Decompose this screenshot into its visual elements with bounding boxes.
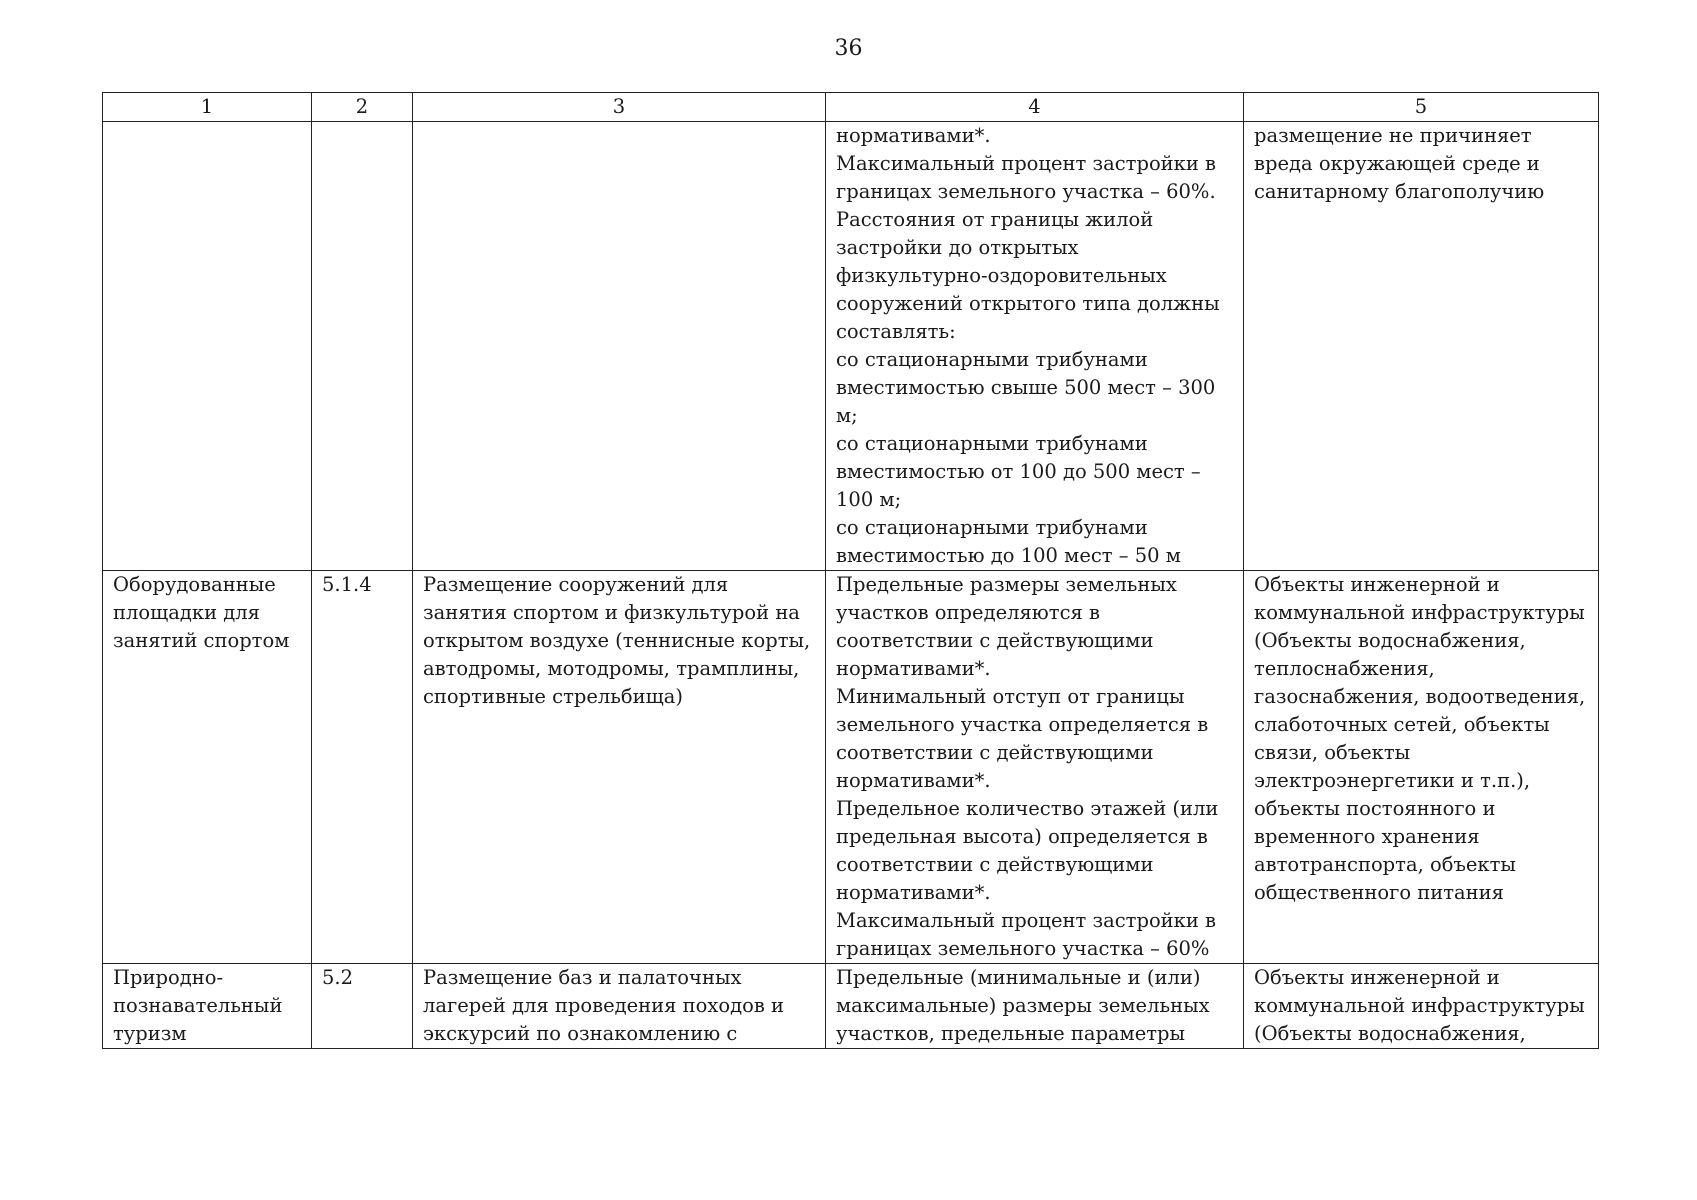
limit-parameters-cell: Предельные (минимальные и (или) максимальные) размеры земельных участков, предельные параметры xyxy=(826,964,1244,1049)
column-header-2: 2 xyxy=(312,93,413,122)
auxiliary-uses-cell: Объекты инженерной и коммунальной инфраструктуры (Объекты водоснабжения, xyxy=(1244,964,1599,1049)
use-name-cell: Природно-познавательный туризм xyxy=(103,964,312,1049)
use-code-cell xyxy=(312,122,413,571)
header-row xyxy=(103,93,1599,122)
column-header-5: 5 xyxy=(1244,93,1599,122)
use-description-cell: Размещение сооружений для занятия спортом и физкультурой на открытом воздухе (теннисные корты, автодромы, мотодромы, трамплины, спортивные стрельбища) xyxy=(413,571,826,964)
limit-parameters-cell: нормативами*. Максимальный процент застройки в границах земельного участка – 60%. Расстояния от границы жилой застройки до открытых физкультурно-оздоровительных сооружений открытого типа должны составлять: со стационарными трибунами вместимостью свыше 500 мест – 300 м; со стационарными трибунами вместимостью от 100 до 500 мест – 100 м; со стационарными трибунами вместимостью до 100 мест – 50 м xyxy=(826,122,1244,571)
table-row xyxy=(103,571,1599,964)
table-row xyxy=(103,122,1599,571)
auxiliary-uses-cell: Объекты инженерной и коммунальной инфраструктуры (Объекты водоснабжения, теплоснабжения, газоснабжения, водоотведения, слаботочных сетей, объекты связи, объекты электроэнергетики и т.п.), объекты постоянного и временного хранения автотранспорта, объекты общественного питания xyxy=(1244,571,1599,964)
use-description-cell xyxy=(413,122,826,571)
column-header-4: 4 xyxy=(826,93,1244,122)
auxiliary-uses-cell: размещение не причиняет вреда окружающей среде и санитарному благополучию xyxy=(1244,122,1599,571)
use-code-cell: 5.1.4 xyxy=(312,571,413,964)
use-description-cell: Размещение баз и палаточных лагерей для проведения походов и экскурсий по ознакомлению с xyxy=(413,964,826,1049)
page-number: 36 xyxy=(834,36,863,61)
limit-parameters-cell: Предельные размеры земельных участков определяются в соответствии с действующими нормативами*. Минимальный отступ от границы земельного участка определяется в соответствии с действующими нормативами*. Предельное количество этажей (или предельная высота) определяется в соответствии с действующими нормативами*. Максимальный процент застройки в границах земельного участка – 60% xyxy=(826,571,1244,964)
table-row xyxy=(103,964,1599,1049)
column-header-3: 3 xyxy=(413,93,826,122)
zoning-table xyxy=(102,92,1599,1049)
column-header-1: 1 xyxy=(103,93,312,122)
use-code-cell: 5.2 xyxy=(312,964,413,1049)
use-name-cell: Оборудованные площадки для занятий спортом xyxy=(103,571,312,964)
use-name-cell xyxy=(103,122,312,571)
